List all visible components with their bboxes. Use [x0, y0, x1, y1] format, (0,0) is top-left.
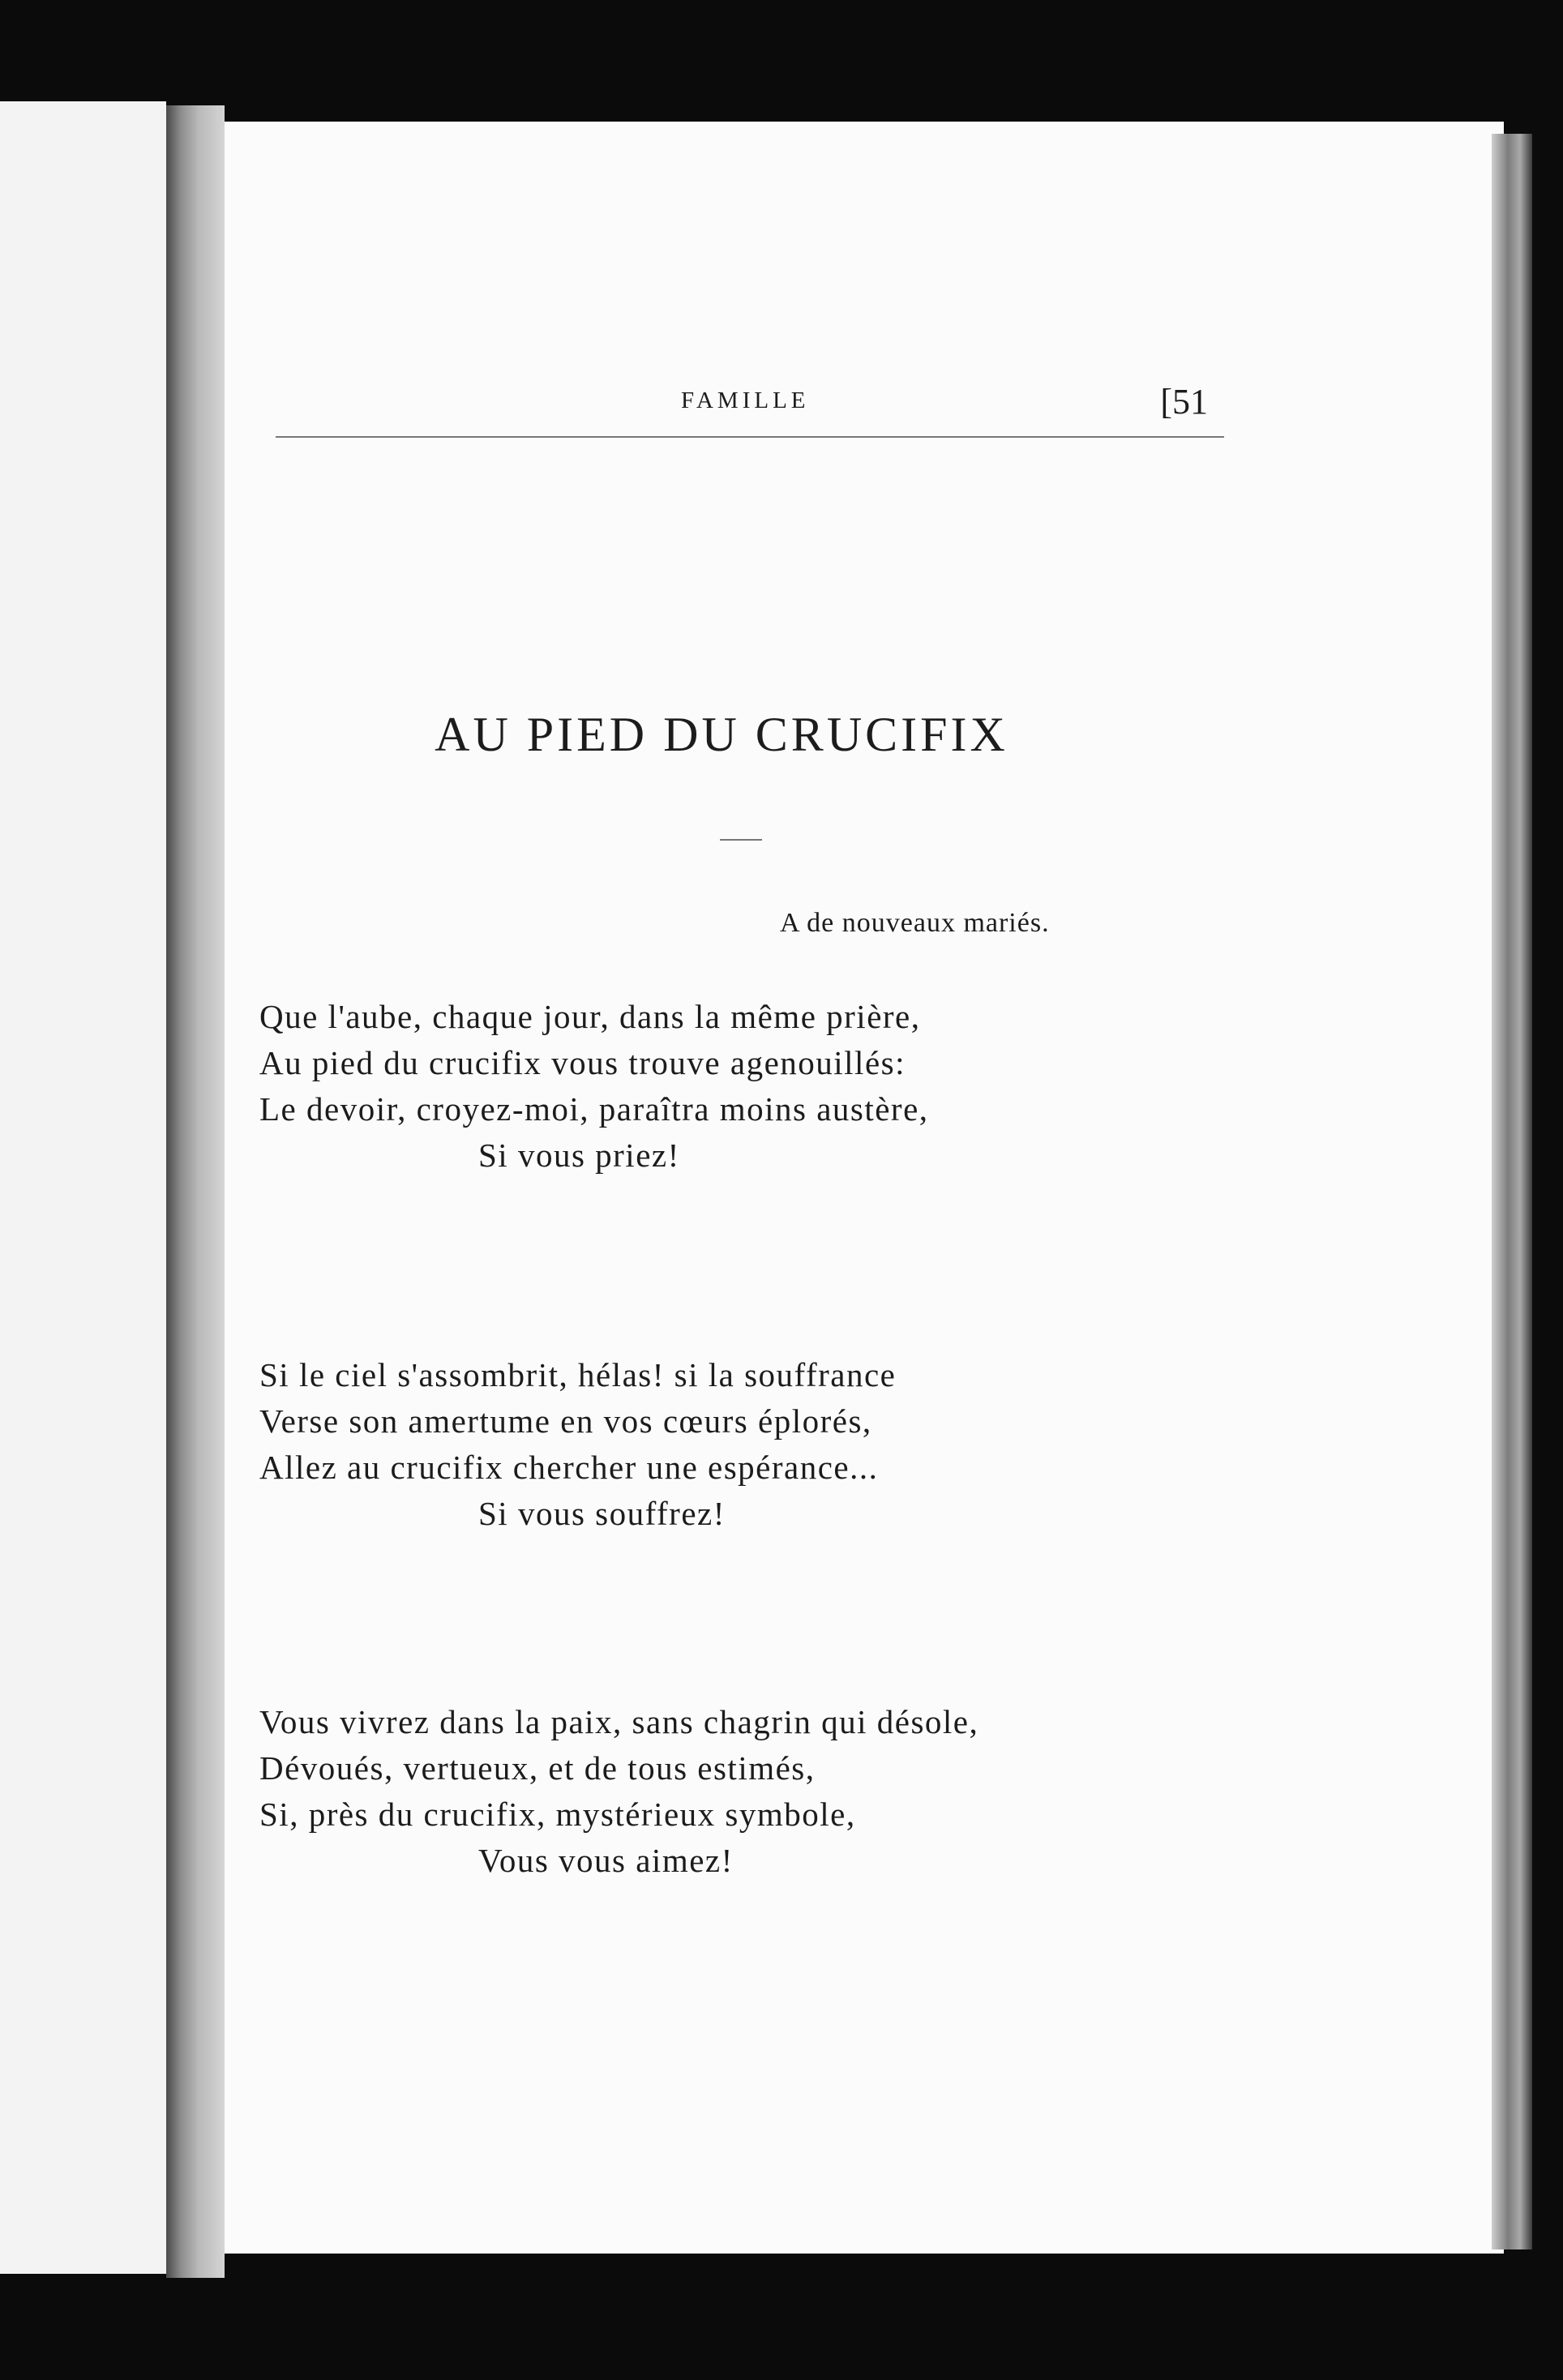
title-rule — [720, 839, 762, 841]
stanza-2 — [259, 1352, 1111, 1537]
verse-line: Allez au crucifix chercher une espérance... — [259, 1449, 879, 1486]
verse-line: Le devoir, croyez-moi, paraîtra moins austère, — [259, 1090, 929, 1128]
verse-line: Si, près du crucifix, mystérieux symbole, — [259, 1796, 856, 1833]
book-gutter — [166, 105, 225, 2278]
verse-line: Au pied du crucifix vous trouve agenouillés: — [259, 1044, 906, 1081]
book-page — [225, 122, 1504, 2254]
refrain-line: Vous vous aimez! — [478, 1842, 734, 1879]
stanza-1 — [259, 994, 1111, 1179]
running-header — [276, 382, 1224, 438]
verse-line: Verse son amertume en vos cœurs éplorés, — [259, 1402, 872, 1440]
poem-dedication: A de nouveaux mariés. — [780, 908, 1050, 938]
verse-line: Si le ciel s'assombrit, hélas! si la souffrance — [259, 1356, 897, 1393]
refrain-line: Si vous priez! — [478, 1136, 680, 1174]
verse-line: Dévoués, vertueux, et de tous estimés, — [259, 1749, 816, 1787]
page-edge — [1492, 134, 1532, 2249]
left-page-edge — [0, 101, 166, 2274]
verse-line: Que l'aube, chaque jour, dans la même prière, — [259, 998, 921, 1035]
poem-title: AU PIED DU CRUCIFIX — [435, 708, 1008, 761]
stanza-3 — [259, 1699, 1111, 1884]
verse-line: Vous vivrez dans la paix, sans chagrin qui désole, — [259, 1703, 979, 1740]
refrain-line: Si vous souffrez! — [478, 1495, 726, 1532]
running-title: FAMILLE — [681, 387, 810, 413]
page-number: [51 — [1160, 382, 1208, 422]
